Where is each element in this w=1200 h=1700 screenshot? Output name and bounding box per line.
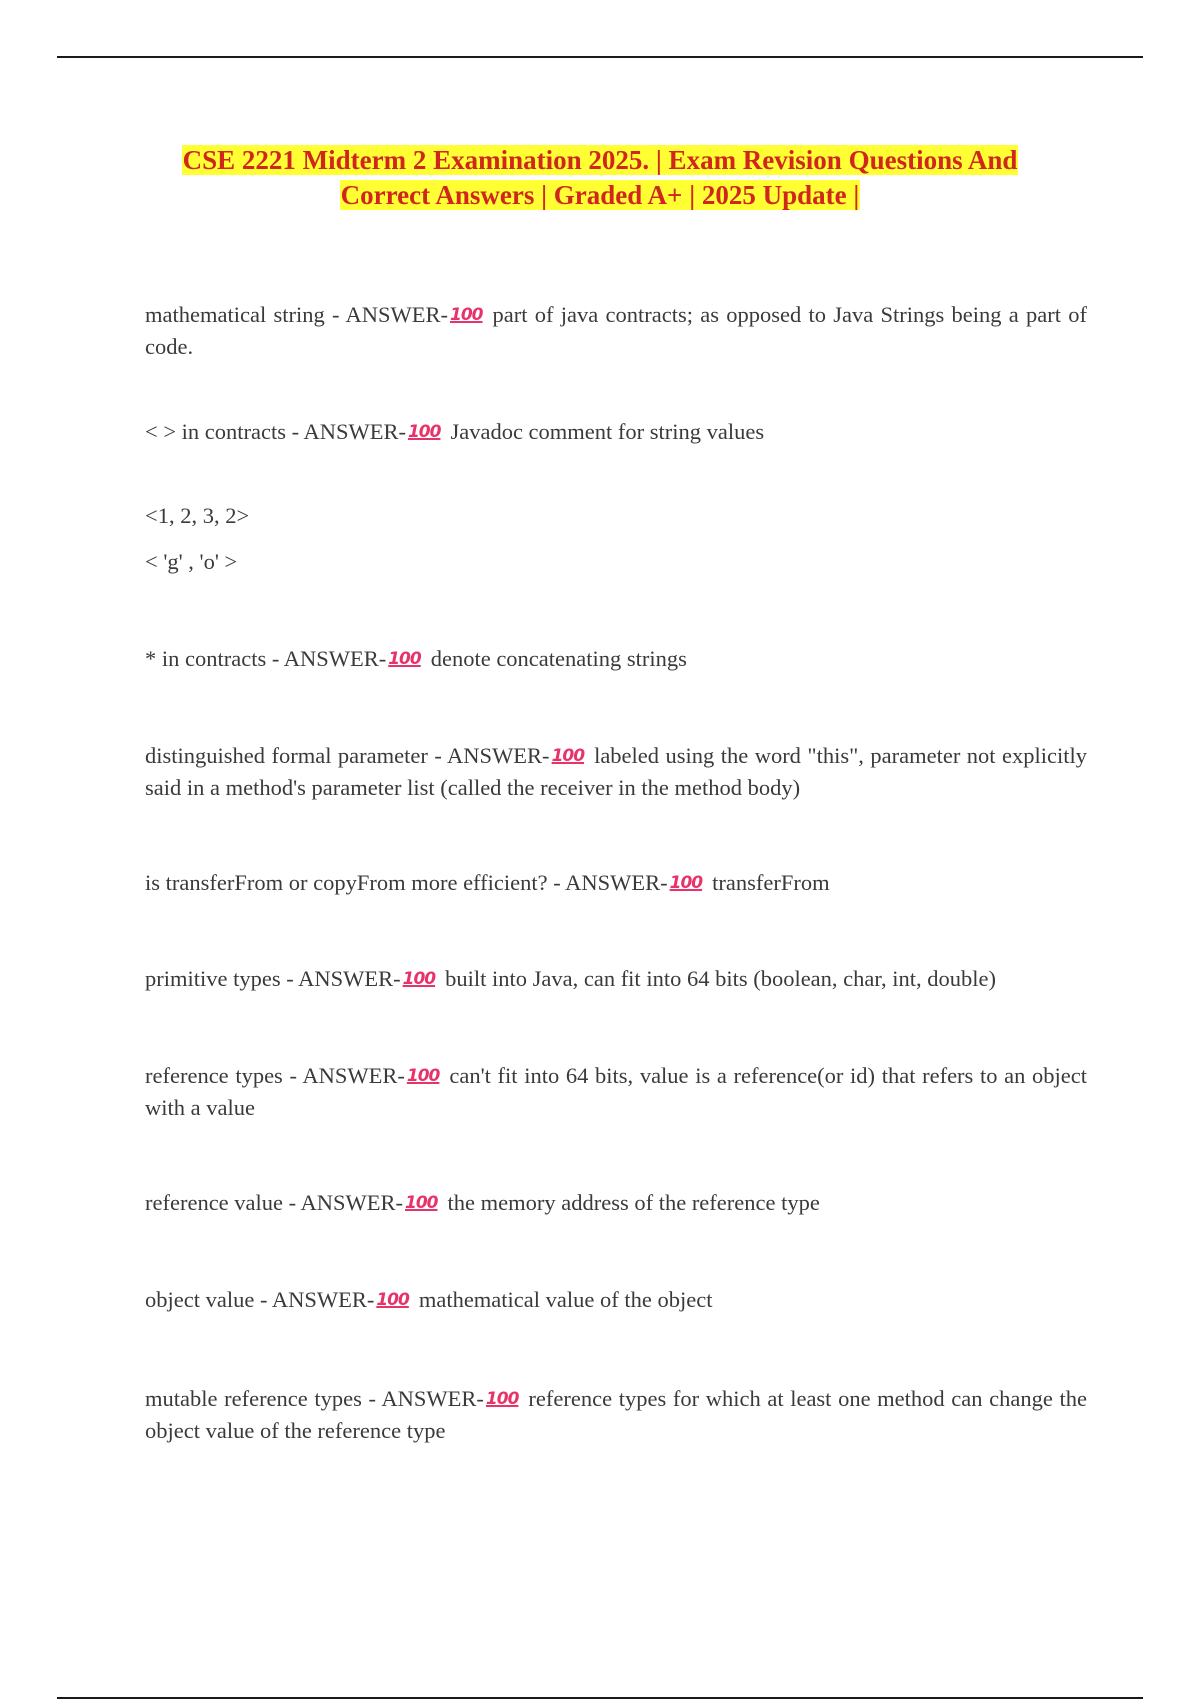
hundred-points-icon: 100 — [388, 649, 421, 669]
title-line-2: Correct Answers | Graded A+ | 2025 Update | — [340, 180, 860, 210]
example-sequence-1: <1, 2, 3, 2> — [145, 503, 250, 528]
answer-marker: - ANSWER- — [427, 743, 550, 768]
qa-term: is transferFrom or copyFrom more efficient? — [145, 870, 548, 895]
qa-answer: transferFrom — [712, 870, 830, 895]
hundred-points-icon: 100 — [405, 1193, 438, 1213]
qa-entry-reference-value — [145, 1187, 1087, 1219]
answer-marker: - ANSWER- — [283, 1190, 404, 1215]
title-line-1: CSE 2221 Midterm 2 Examination 2025. | Exam Revision Questions And — [182, 145, 1018, 175]
qa-term: object value — [145, 1287, 255, 1312]
document-title — [145, 143, 1055, 213]
qa-term: mathematical string — [145, 302, 325, 327]
qa-entry-distinguished-formal-parameter — [145, 740, 1087, 804]
answer-marker: - ANSWER- — [254, 1287, 375, 1312]
hundred-points-icon: 100 — [407, 422, 441, 442]
qa-term: * in contracts — [145, 646, 267, 671]
hundred-points-icon: 100 — [485, 1389, 519, 1409]
qa-answer: part of java contracts; as opposed to Java Strings being a part of code. — [145, 302, 1088, 359]
top-rule — [57, 56, 1143, 58]
answer-marker: - ANSWER- — [285, 419, 406, 444]
qa-answer: built into Java, can fit into 64 bits (boolean, char, int, double) — [445, 966, 996, 991]
qa-term: reference types — [145, 1063, 283, 1088]
hundred-points-icon: 100 — [450, 305, 483, 325]
qa-answer: reference types for which at least one method can change the object value of the reference type — [145, 1386, 1087, 1443]
answer-marker: - ANSWER- — [266, 646, 387, 671]
qa-entry-angle-brackets — [145, 416, 1087, 448]
qa-term: mutable reference types — [145, 1386, 362, 1411]
hundred-points-icon: 100 — [402, 969, 436, 989]
hundred-points-icon: 100 — [376, 1290, 409, 1310]
hundred-points-icon: 100 — [669, 873, 703, 893]
qa-answer: labeled using the word "this", parameter not explicitly said in a method's parameter list (called the receiver in the method body) — [145, 743, 1087, 800]
qa-answer: can't fit into 64 bits, value is a reference(or id) that refers to an object with a value — [145, 1063, 1087, 1120]
answer-marker: - ANSWER- — [324, 302, 448, 327]
qa-term: < > in contracts — [145, 419, 286, 444]
qa-term: distinguished formal parameter — [145, 743, 428, 768]
example-sequence-2: < 'g' , 'o' > — [145, 549, 238, 574]
answer-marker: - ANSWER- — [282, 1063, 405, 1088]
answer-marker: - ANSWER- — [361, 1386, 484, 1411]
qa-term: reference value — [145, 1190, 284, 1215]
qa-answer: denote concatenating strings — [430, 646, 687, 671]
qa-entry-mutable-reference-types — [145, 1383, 1087, 1447]
qa-answer: the memory address of the reference type — [447, 1190, 820, 1215]
qa-entry-mathematical-string — [145, 299, 1087, 363]
qa-entry-asterisk — [145, 643, 1087, 675]
qa-entry-transferfrom — [145, 867, 1087, 899]
hundred-points-icon: 100 — [406, 1066, 440, 1086]
qa-entry-reference-types — [145, 1060, 1087, 1124]
answer-marker: - ANSWER- — [547, 870, 668, 895]
qa-answer: Javadoc comment for string values — [450, 419, 765, 444]
qa-answer: mathematical value of the object — [418, 1287, 713, 1312]
hundred-points-icon: 100 — [551, 746, 585, 766]
qa-term: primitive types — [145, 966, 281, 991]
qa-entry-object-value — [145, 1284, 1087, 1316]
bottom-rule — [57, 1697, 1143, 1699]
qa-entry-primitive-types — [145, 963, 1087, 995]
answer-marker: - ANSWER- — [280, 966, 401, 991]
